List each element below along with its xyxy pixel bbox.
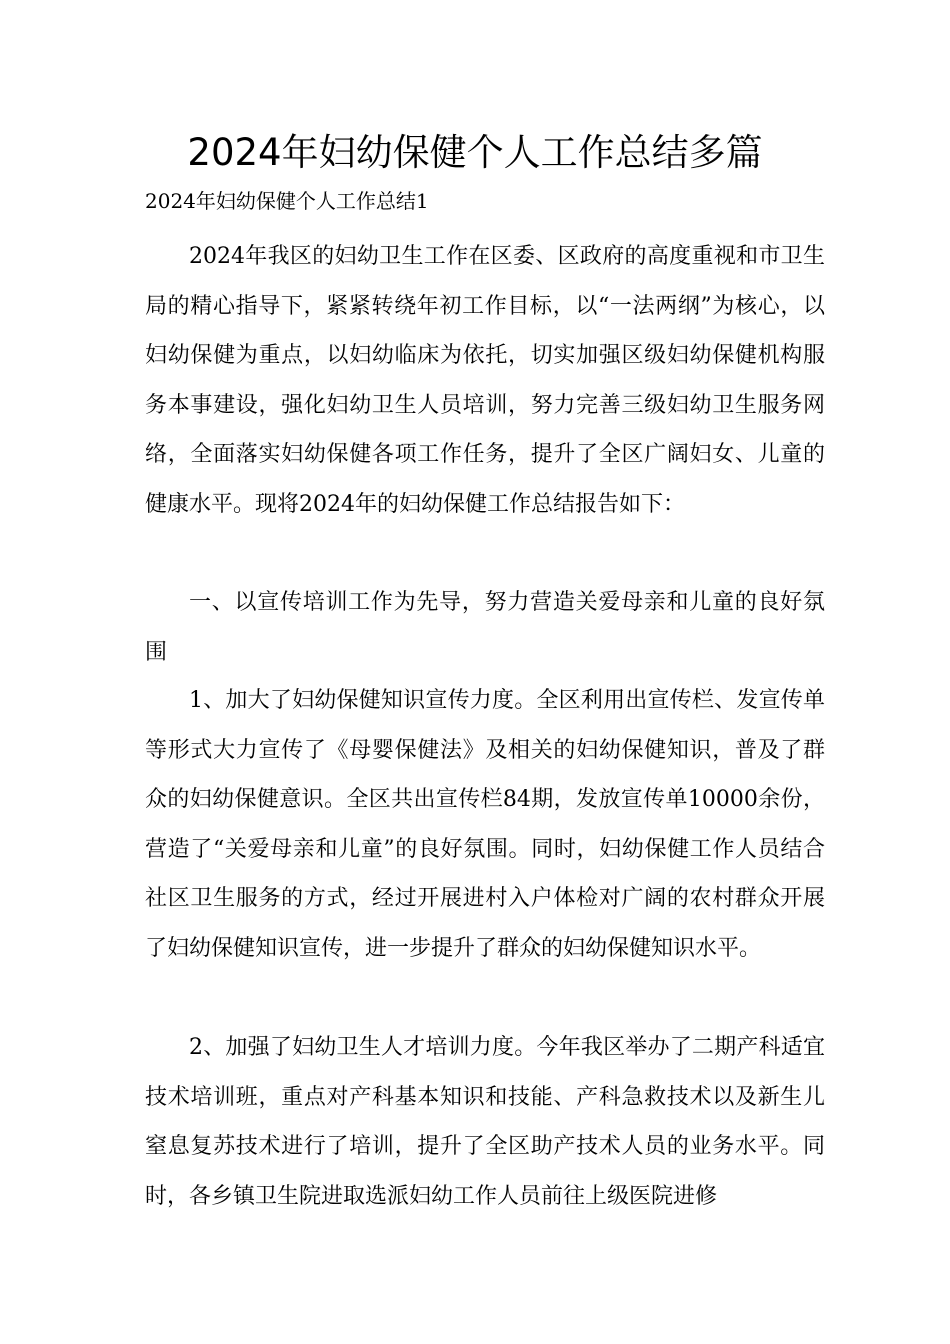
section-heading-1: 一、以宣传培训工作为先导，努力营造关爱母亲和儿童的良好氛围 — [145, 590, 825, 665]
paragraph-item-2: 2、加强了妇幼卫生人才培训力度。今年我区举办了二期产科适宜技术培训班，重点对产科基本知识和技能、产科急救技术以及新生儿窒息复苏技术进行了培训，提升了全区助产技术人员的业务水平。同时，各乡镇卫生院进取选派妇幼工作人员前往上级医院进修 — [145, 1035, 825, 1209]
paragraph-intro: 2024年我区的妇幼卫生工作在区委、区政府的高度重视和市卫生局的精心指导下，紧紧转绕年初工作目标，以“一法两纲”为核心，以妇幼保健为重点，以妇幼临床为依托，切实加强区级妇幼保健机构服务本事建设，强化妇幼卫生人员培训，努力完善三级妇幼卫生服务网络，全面落实妇幼保健各项工作任务，提升了全区广阔妇女、儿童的健康水平。现将2024年的妇幼保健工作总结报告如下： — [145, 244, 825, 517]
document-title: 2024年妇幼保健个人工作总结多篇 — [187, 131, 763, 174]
document-subtitle: 2024年妇幼保健个人工作总结1 — [145, 189, 429, 213]
paragraph-item-1: 1、加大了妇幼保健知识宣传力度。全区利用出宣传栏、发宣传单等形式大力宣传了《母婴保健法》及相关的妇幼保健知识，普及了群众的妇幼保健意识。全区共出宣传栏84期，发放宣传单10000余份，营造了“关爱母亲和儿童”的良好氛围。同时，妇幼保健工作人员结合社区卫生服务的方式，经过开展进村入户体检对广阔的农村群众开展了妇幼保健知识宣传，进一步提升了群众的妇幼保健知识水平。 — [145, 688, 825, 961]
